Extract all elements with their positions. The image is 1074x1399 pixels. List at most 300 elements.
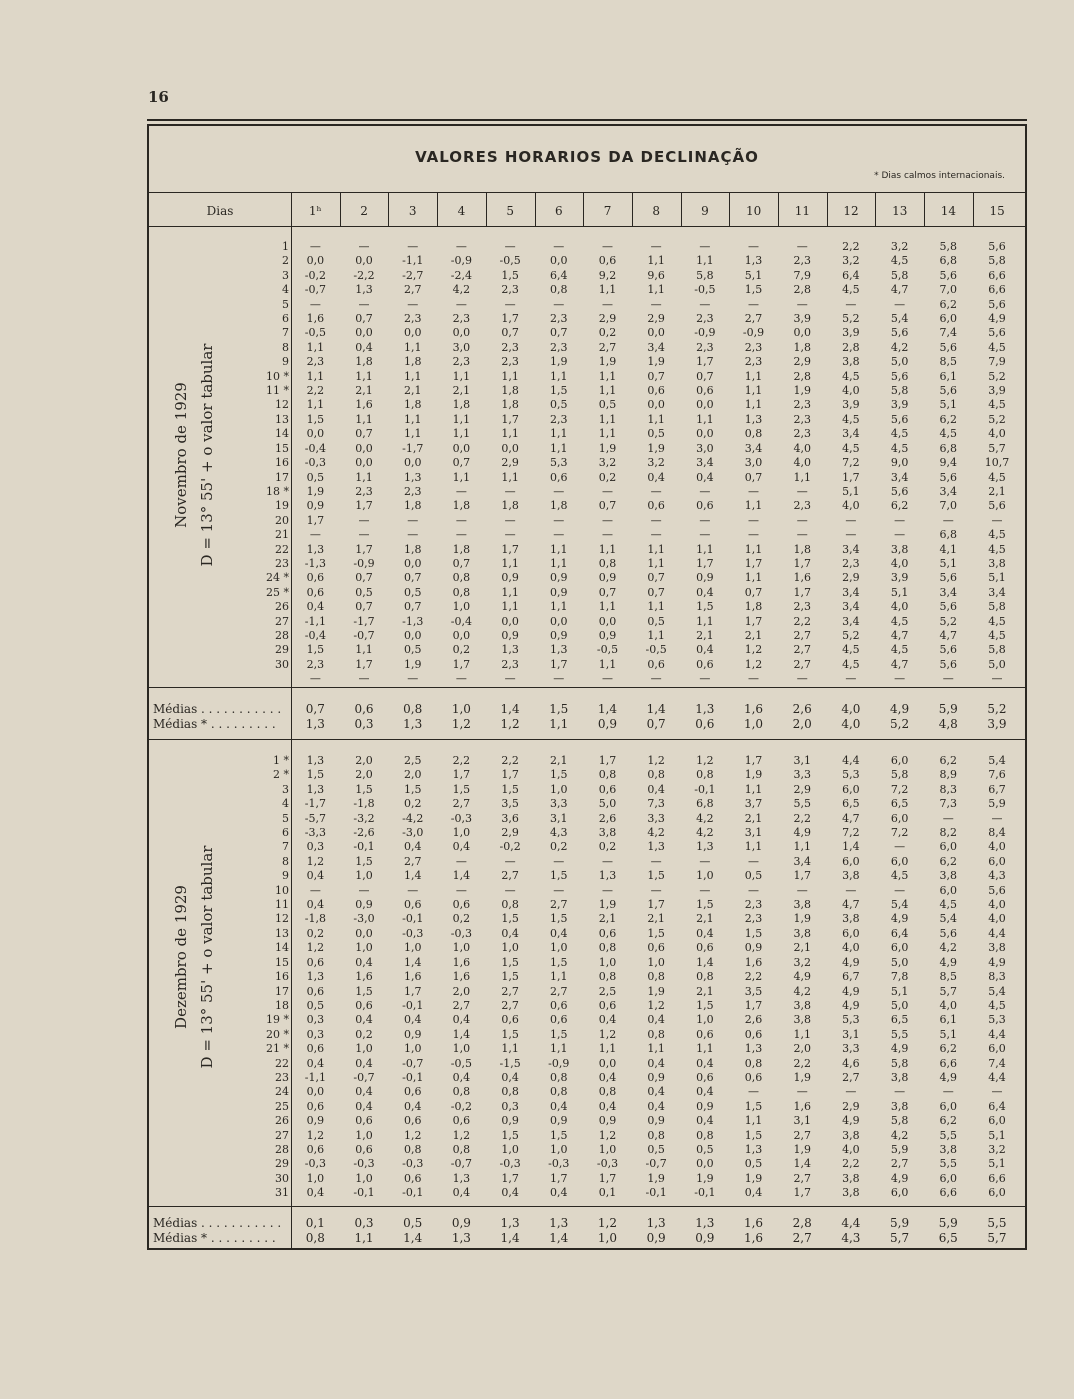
value-cell: -1,3 [402,614,424,628]
value-cell: 0,6 [550,998,568,1012]
value-cell: 2,3 [550,340,568,354]
value-cell: 8,4 [988,826,1006,840]
value-cell: 0,0 [647,326,665,340]
value-cell: 2,3 [355,484,373,498]
value-cell: 4,0 [842,1142,860,1156]
value-cell: — [748,513,760,527]
value-cell: — [894,513,906,527]
value-cell: 8,5 [939,355,958,369]
value-cell: 0,8 [452,1085,471,1099]
medias-label: Médias * . . . . . . . . . [153,717,276,731]
medias-value: 4,0 [841,717,861,731]
value-cell: -0,4 [304,441,326,455]
calm-days-note: * Dias calmos internacionais. [874,171,1005,181]
value-cell: — [601,513,613,527]
value-cell: — [601,240,613,253]
medias-value: 5,2 [890,717,910,731]
value-cell: 0,8 [550,1085,568,1099]
value-cell: 2,7 [793,643,811,657]
value-cell: — [748,240,760,253]
value-cell: 1,1 [501,556,519,570]
value-cell: 3,2 [598,456,617,470]
table-title: VALORES HORARIOS DA DECLINAÇÃO [415,148,759,166]
value-cell: 0,4 [501,1070,519,1084]
value-cell: 1,8 [452,542,471,556]
value-cell: 1,9 [306,484,325,498]
value-cell: 0,9 [550,1114,568,1128]
value-cell: 0,7 [744,470,763,484]
value-cell: 0,4 [452,1013,471,1027]
value-cell: 1,7 [501,768,519,782]
value-cell: 1,8 [355,355,373,369]
value-cell: 2,1 [744,811,763,825]
value-cell: 6,4 [988,1099,1006,1113]
medias-value: 1,3 [549,1216,569,1230]
value-cell: 1,3 [306,754,325,767]
value-cell: 4,9 [890,1042,909,1056]
value-cell: 2,3 [452,312,471,326]
medias-star-row [149,717,1021,732]
value-cell: 0,6 [306,1099,325,1113]
value-cell: -0,3 [450,926,473,940]
table-row [244,1129,1021,1143]
day-cell: 22 [275,1056,289,1070]
value-cell: 2,0 [355,754,373,767]
value-cell: 3,9 [842,398,860,412]
value-cell: -0,5 [450,1056,473,1070]
value-cell: 0,6 [696,1070,714,1084]
value-cell: 0,0 [355,254,373,268]
value-cell: 1,0 [696,869,714,883]
day-cell: 15 [275,955,289,969]
value-cell: 5,8 [890,768,909,782]
day-cell: 8 [282,854,289,868]
value-cell: 3,3 [550,797,568,811]
value-cell: 1,5 [501,268,519,282]
value-cell: 2,3 [550,412,568,426]
value-cell: 3,4 [939,585,958,599]
value-cell: 4,0 [793,441,811,455]
day-cell: 2 * [273,768,289,782]
day-cell: 24 [275,1085,289,1099]
value-cell: 2,5 [403,754,422,767]
value-cell: 1,7 [403,984,422,998]
medias-value: 1,0 [743,717,764,731]
value-cell: 0,0 [355,441,373,455]
value-cell: — [796,297,808,311]
value-cell: 1,7 [598,754,617,767]
value-cell: 0,8 [598,941,617,955]
medias-value: 1,3 [646,1216,666,1230]
value-cell: 9,2 [598,268,617,282]
value-cell: 1,1 [744,499,763,513]
value-cell: 2,1 [550,754,568,767]
value-cell: 2,0 [403,768,422,782]
header-hour-11: 11 [794,204,810,218]
value-cell: 5,2 [939,614,958,628]
value-cell: 1,0 [403,941,422,955]
table-row [244,927,1021,941]
day-cell: 17 [275,984,289,998]
value-cell: 1,8 [403,499,422,513]
value-cell: -0,9 [742,326,765,340]
value-cell: 6,0 [939,1171,958,1185]
value-cell: -0,1 [694,1186,716,1200]
value-cell: 0,4 [306,898,325,912]
value-cell: 5,0 [890,955,909,969]
value-cell: 6,0 [939,840,958,854]
value-cell: 1,3 [306,542,325,556]
value-cell: 6,0 [939,1099,958,1113]
value-cell: 3,2 [647,456,665,470]
value-cell: 0,9 [501,628,519,642]
table-row [244,912,1021,926]
value-cell: 1,4 [842,840,860,854]
value-cell: — [991,811,1003,825]
value-cell: 5,8 [988,254,1006,268]
medias-value: 1,4 [549,1231,569,1245]
value-cell: 5,1 [939,556,958,570]
value-cell: 4,5 [939,898,958,912]
day-cell: 20 [275,513,289,527]
medias-value: 5,7 [890,1231,910,1245]
value-cell: 4,4 [988,1070,1006,1084]
value-cell: 1,0 [550,782,568,796]
value-cell: 2,3 [793,427,811,441]
value-cell: 4,0 [988,840,1006,854]
value-cell: 3,0 [452,340,471,354]
value-cell: 1,3 [306,970,325,984]
value-cell: 2,7 [793,1171,811,1185]
value-cell: 6,2 [890,499,909,513]
value-cell: 0,4 [452,1070,471,1084]
value-cell: -1,5 [499,1056,521,1070]
value-cell: — [407,297,419,311]
value-cell: — [699,672,711,686]
table-row [244,269,1021,283]
value-cell: 0,4 [744,1186,763,1200]
value-cell: 5,6 [939,384,958,398]
medias-value: 1,1 [549,717,569,731]
value-cell: 1,5 [501,955,519,969]
declination-table-frame [147,124,1027,1250]
value-cell: 3,6 [501,811,519,825]
value-cell: -0,5 [596,643,619,657]
value-cell: 1,2 [696,754,714,767]
table-row [244,456,1021,470]
value-cell: 4,0 [988,898,1006,912]
value-cell: 1,5 [501,782,519,796]
value-cell: 1,0 [306,1171,325,1185]
value-cell: 2,2 [744,970,763,984]
value-cell: — [455,883,467,897]
value-cell: 0,5 [598,398,617,412]
header-hour-15: 15 [989,204,1005,218]
day-cell: 19 [275,499,289,513]
value-cell: 1,0 [647,955,665,969]
value-cell: 1,3 [355,283,373,297]
value-cell: 0,2 [550,840,568,854]
value-cell: 5,6 [939,657,958,671]
value-cell: 1,1 [744,782,763,796]
value-cell: 6,0 [842,926,860,940]
value-cell: 1,1 [598,600,617,614]
value-cell: 2,2 [793,811,811,825]
table-row [244,326,1021,340]
value-cell: 1,4 [403,955,422,969]
value-cell: 2,0 [355,768,373,782]
month-divider-rule [149,739,1025,740]
day-cell: 20 * [266,1027,289,1041]
value-cell: 1,2 [306,941,325,955]
value-cell: 2,7 [501,984,519,998]
value-cell: 1,8 [452,398,471,412]
day-cell: 16 [275,970,289,984]
page-number: 16 [148,88,169,106]
value-cell: 2,1 [696,628,714,642]
value-cell: 1,1 [793,470,811,484]
value-cell: -0,7 [402,1056,424,1070]
value-cell: 4,5 [842,283,860,297]
value-cell: — [309,883,321,897]
value-cell: 0,9 [744,941,763,955]
value-cell: 3,8 [842,355,860,369]
value-cell: 0,4 [355,340,373,354]
value-cell: 7,2 [890,782,909,796]
value-cell: 3,8 [793,926,811,940]
value-cell: 0,4 [501,1186,519,1200]
value-cell: 2,7 [452,797,471,811]
value-cell: 2,9 [647,312,665,326]
value-cell: 6,6 [939,1056,958,1070]
medias-value: 1,3 [403,717,423,731]
value-cell: — [894,840,906,854]
value-cell: 1,1 [744,571,763,585]
value-cell: 4,5 [988,340,1006,354]
table-row [244,586,1021,600]
value-cell: -0,9 [353,556,375,570]
value-cell: 0,3 [306,1027,325,1041]
value-cell: 0,9 [306,1114,325,1128]
medias-value: 4,4 [841,1216,861,1230]
value-cell: 0,3 [306,1013,325,1027]
value-cell: 1,1 [647,542,665,556]
value-cell: 2,7 [550,984,568,998]
value-cell: 4,5 [842,369,860,383]
value-cell: 5,1 [890,585,909,599]
value-cell: 5,7 [988,441,1006,455]
value-cell: 0,0 [647,398,665,412]
medias-value: 5,9 [890,1216,910,1230]
day-cell: 18 [275,998,289,1012]
value-cell: — [601,854,613,868]
value-cell: 1,0 [452,941,471,955]
value-cell: 2,3 [793,600,811,614]
value-cell: 4,9 [988,312,1006,326]
value-cell: 3,4 [842,427,860,441]
value-cell: 6,1 [939,369,958,383]
value-cell: 1,5 [501,970,519,984]
value-cell: 1,7 [793,556,811,570]
value-cell: -0,5 [694,283,716,297]
value-cell: 1,1 [452,470,471,484]
value-cell: -0,1 [694,782,716,796]
day-cell: 5 [282,811,289,825]
value-cell: 0,8 [501,1085,519,1099]
value-cell: 1,5 [501,1027,519,1041]
value-cell: 1,1 [355,369,373,383]
value-cell: 3,1 [744,826,763,840]
november-averages [149,702,1021,732]
value-cell: 5,5 [939,1157,958,1171]
value-cell: 0,4 [696,1085,714,1099]
value-cell: 2,3 [793,499,811,513]
value-cell: 1,1 [550,441,568,455]
value-cell: — [845,513,857,527]
value-cell: -2,4 [450,268,473,282]
value-cell: 4,4 [988,926,1006,940]
value-cell: — [699,854,711,868]
value-cell: 3,8 [890,1099,909,1113]
value-cell: 0,7 [696,369,714,383]
value-cell: 0,4 [647,1085,665,1099]
value-cell: 3,1 [842,1027,860,1041]
value-cell: 1,5 [696,998,714,1012]
value-cell: 0,0 [306,254,325,268]
value-cell: 6,5 [842,797,860,811]
medias-value: 0,3 [354,1216,374,1230]
value-cell: 1,5 [306,768,325,782]
value-cell: 0,6 [306,1042,325,1056]
value-cell: 7,8 [890,970,909,984]
value-cell: 0,5 [744,1157,763,1171]
value-cell: 8,2 [939,826,958,840]
value-cell: 2,2 [306,384,325,398]
medias-value: 1,6 [743,1231,764,1245]
value-cell: 0,4 [696,585,714,599]
value-cell: — [504,883,516,897]
value-cell: 0,0 [793,326,811,340]
value-cell: — [796,513,808,527]
value-cell: 0,4 [403,840,422,854]
value-cell: 0,7 [452,456,471,470]
medias-value: 5,5 [987,1216,1007,1230]
value-cell: 0,4 [355,1099,373,1113]
value-cell: 0,6 [598,254,617,268]
value-cell: 1,5 [744,926,763,940]
medias-value: 0,9 [646,1231,666,1245]
nov-averages-rule [149,687,1025,688]
value-cell: 2,3 [793,254,811,268]
value-cell: 1,0 [403,1042,422,1056]
value-cell: 1,0 [550,1142,568,1156]
value-cell: 6,0 [988,1042,1006,1056]
value-cell: 1,2 [598,1128,617,1142]
value-cell: 0,4 [501,926,519,940]
value-cell: 0,9 [647,1070,665,1084]
value-cell: 5,4 [988,984,1006,998]
value-cell: 1,1 [696,542,714,556]
table-row [244,1172,1021,1186]
table-row [244,1100,1021,1114]
value-cell: 5,1 [988,571,1006,585]
value-cell: 0,0 [696,398,714,412]
value-cell: 6,6 [939,1186,958,1200]
value-cell: 2,3 [501,355,519,369]
value-cell: — [504,484,516,498]
value-cell: — [358,513,370,527]
value-cell: 1,3 [744,1042,763,1056]
value-cell: 2,2 [501,754,519,767]
medias-value: 0,3 [354,717,374,731]
medias-value: 1,6 [743,1216,764,1230]
value-cell: 3,9 [988,384,1006,398]
value-cell: 1,5 [306,643,325,657]
table-row [244,1114,1021,1128]
value-cell: 9,0 [890,456,909,470]
table-row [244,615,1021,629]
value-cell: 0,0 [355,456,373,470]
value-cell: -3,3 [304,826,326,840]
table-row [244,485,1021,499]
value-cell: — [650,297,662,311]
value-cell: 2,7 [793,628,811,642]
value-cell: 0,7 [744,585,763,599]
value-cell: 0,8 [647,768,665,782]
value-cell: 5,3 [988,1013,1006,1027]
medias-value: 0,6 [354,702,374,716]
day-cell: 23 [275,556,289,570]
value-cell: 7,4 [939,326,958,340]
value-cell: 6,6 [988,268,1006,282]
table-row [244,600,1021,614]
value-cell: 1,3 [598,869,617,883]
value-cell: 1,0 [355,941,373,955]
day-cell: 8 [282,340,289,354]
value-cell: 6,6 [988,283,1006,297]
december-month-label: Dezembro de 1929 [172,885,190,1029]
value-cell: 3,4 [939,484,958,498]
value-cell: 0,6 [696,941,714,955]
value-cell: 3,1 [793,754,811,767]
value-cell: 5,8 [890,268,909,282]
value-cell: 1,1 [452,427,471,441]
value-cell: 2,2 [793,1056,811,1070]
value-cell: 0,6 [403,1085,422,1099]
value-cell: -0,1 [645,1186,667,1200]
table-row [244,427,1021,441]
value-cell: 2,1 [988,484,1006,498]
value-cell: 1,1 [306,369,325,383]
medias-value: 1,0 [597,1231,618,1245]
value-cell: 0,5 [306,470,325,484]
value-cell: 1,2 [306,1128,325,1142]
value-cell: 1,7 [647,898,665,912]
value-cell: 4,9 [939,1070,958,1084]
value-cell: 0,0 [452,326,471,340]
value-cell: -3,0 [353,912,375,926]
value-cell: 4,0 [988,427,1006,441]
value-cell: 1,7 [842,470,860,484]
value-cell: 4,5 [842,441,860,455]
value-cell: 1,9 [598,355,617,369]
value-cell: 1,7 [744,998,763,1012]
value-cell: 1,1 [403,412,422,426]
day-cell: 29 [275,643,289,657]
value-cell: 2,8 [793,369,811,383]
value-cell: 2,8 [842,340,860,354]
table-row [244,571,1021,585]
